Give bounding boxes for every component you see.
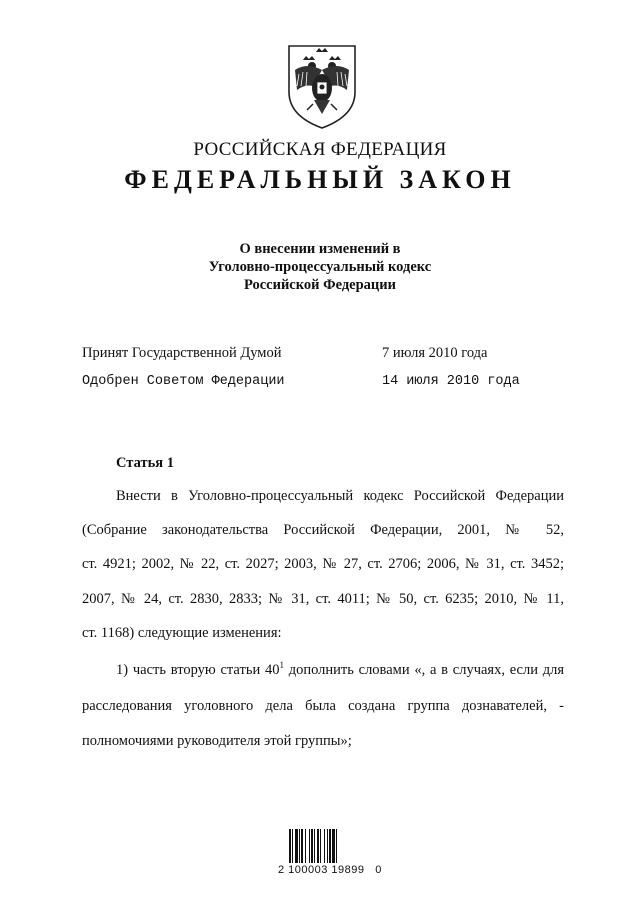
item-1-line [116, 662, 564, 679]
barcode-bar [301, 829, 303, 863]
body-line: ст. 4921; 2002, № 22, ст. 2027; 2003, № 27, ст. 2706; 2006, № 31, ст. 3452; [82, 556, 564, 572]
duma-label: Принят Государственной Думой [82, 345, 282, 361]
barcode-bar [327, 829, 328, 863]
body-line: ст. 1168) следующие изменения: [82, 625, 282, 641]
item-1-superscript: 1 [279, 660, 284, 671]
barcode-bar [336, 829, 337, 863]
country-name: РОССИЙСКАЯ ФЕДЕРАЦИЯ [193, 139, 447, 160]
barcode-bar [292, 829, 293, 863]
subject-line: О внесении изменений в [239, 241, 401, 257]
item-1-suffix: дополнить словами «, а в случаях, если для [283, 662, 564, 678]
barcode-number: 2 100003 19899 0 [278, 864, 382, 876]
barcode-bar [332, 829, 335, 863]
body-line: 2007, № 24, ст. 2830, 2833; № 31, ст. 4011; № 50, ст. 6235; 2010, № 11, [82, 591, 564, 607]
body-line: расследования уголовного дела была создана группа дознавателей, - [82, 698, 564, 714]
barcode-bar [299, 829, 300, 863]
barcode-bar [314, 829, 315, 863]
law-title: ФЕДЕРАЛЬНЫЙ ЗАКОН [124, 165, 516, 194]
article-heading: Статья 1 [116, 455, 174, 471]
law-subject [0, 240, 640, 294]
barcode-bar [320, 829, 321, 863]
barcode-bar [305, 829, 306, 863]
council-label: Одобрен Советом Федерации [82, 374, 285, 389]
item-1-prefix: 1) часть вторую статьи 40 [116, 662, 280, 678]
barcode-bar [295, 829, 298, 863]
body-line: полномочиями руководителя этой группы»; [82, 733, 352, 749]
coat-of-arms-emblem [283, 40, 361, 132]
barcode-bar [289, 829, 291, 863]
barcode-bar [317, 829, 319, 863]
barcode-bar [329, 829, 331, 863]
barcode-bar [311, 829, 313, 863]
subject-line: Уголовно-процессуальный кодекс [208, 259, 432, 275]
subject-line: Российской Федерации [243, 277, 396, 293]
barcode-graphic [289, 825, 353, 865]
council-date: 14 июля 2010 года [382, 374, 520, 389]
barcode-bar [309, 829, 310, 863]
body-line: (Собрание законодательства Российской Федерации, 2001, № 52, [82, 522, 564, 538]
barcode-bar [324, 829, 325, 863]
duma-date: 7 июля 2010 года [382, 345, 488, 361]
body-line: Внести в Уголовно-процессуальный кодекс Российской Федерации [116, 488, 564, 504]
